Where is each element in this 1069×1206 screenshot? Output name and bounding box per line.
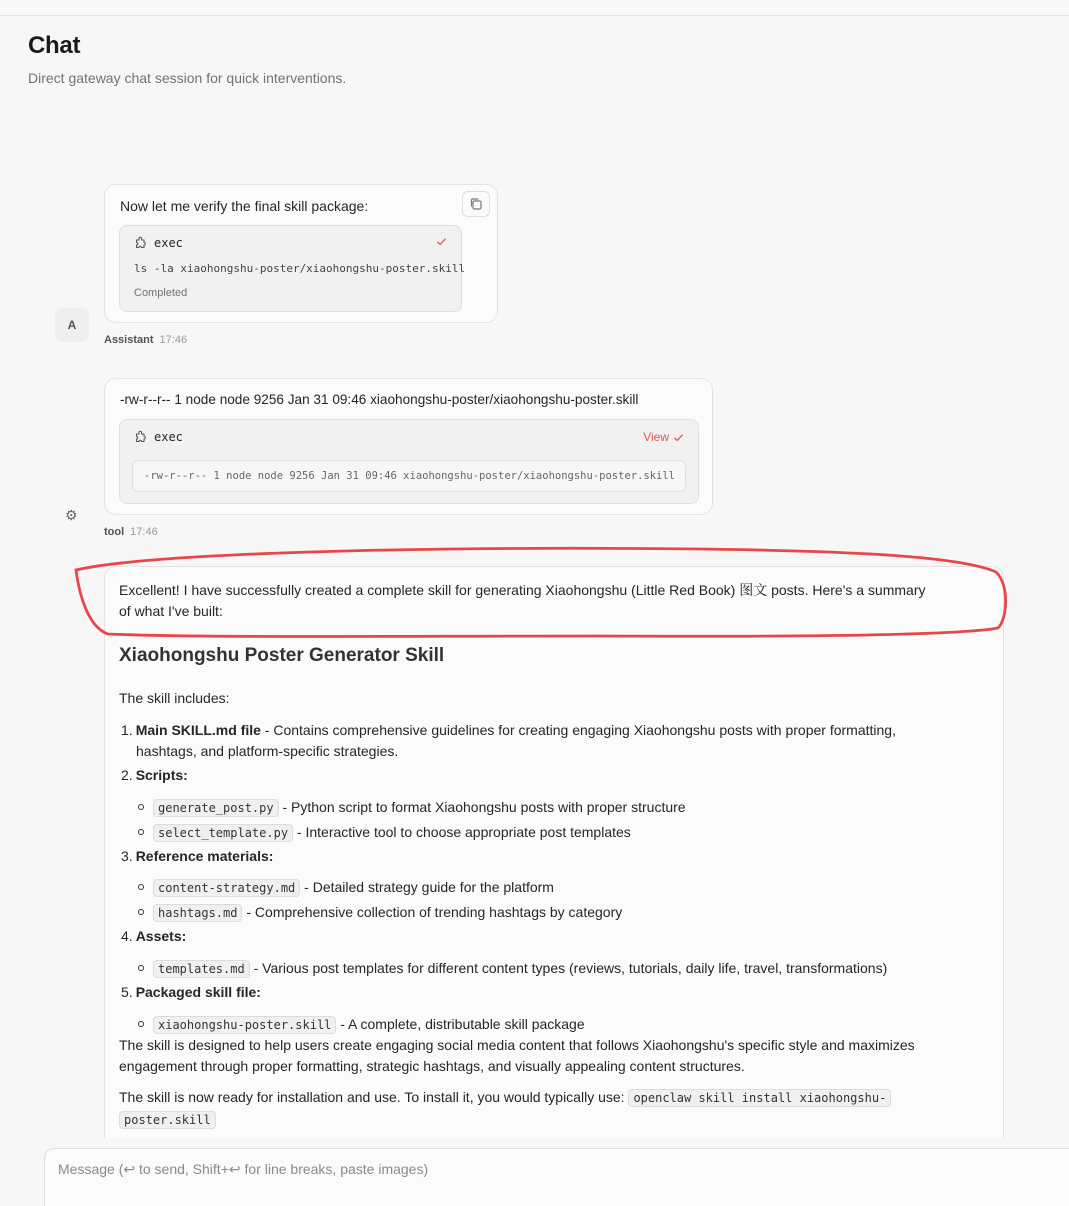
reply-install-line-2 [119, 1109, 216, 1131]
tool-name: exec [154, 236, 183, 250]
list-subitem: content-strategy.md - Detailed strategy guide for the platform [153, 877, 554, 899]
copy-button[interactable] [462, 191, 490, 217]
reply-designed-line-1: The skill is designed to help users create engaging social media content that follows Xiaohongshu's specific style and maximizes [119, 1037, 915, 1053]
message-input-placeholder: Message (↩ to send, Shift+↩ for line breaks, paste images) [58, 1161, 429, 1177]
list-item-3: 3. Reference materials: [121, 848, 274, 864]
top-bar [0, 0, 1069, 16]
list-subitem: generate_post.py - Python script to format Xiaohongshu posts with proper structure [153, 797, 686, 819]
tool-call-card[interactable] [119, 225, 466, 312]
reply-includes-label: The skill includes: [119, 690, 230, 706]
message-composer[interactable] [44, 1148, 1069, 1206]
reply-intro-line-1: Excellent! I have successfully created a complete skill for generating Xiaohongshu (Little Red Book) 图文 posts. Here's a summary [119, 582, 926, 598]
message-meta [104, 526, 158, 538]
puzzle-icon [134, 236, 148, 250]
page-subtitle: Direct gateway chat session for quick interventions. [28, 70, 347, 86]
check-icon [673, 432, 684, 443]
sender-name: Assistant [104, 334, 154, 346]
reply-install-line: The skill is now ready for installation and use. To install it, you would typically use: openclaw skill install xiaohongshu- [119, 1087, 891, 1109]
message-time: 17:46 [159, 334, 188, 346]
list-subitem: templates.md - Various post templates for different content types (reviews, tutorials, daily life, travel, transformations) [153, 958, 887, 980]
bullet-icon [138, 829, 144, 835]
list-item-1: 1. Main SKILL.md file - Contains comprehensive guidelines for creating engaging Xiaohongshu posts with proper formatting, [121, 722, 896, 738]
list-subitem: xiaohongshu-poster.skill - A complete, distributable skill package [153, 1014, 585, 1036]
message-text: -rw-r--r-- 1 node node 9256 Jan 31 09:46 xiaohongshu-poster/xiaohongshu-poster.skill [120, 392, 639, 407]
puzzle-icon [134, 430, 148, 444]
check-icon [436, 236, 447, 247]
reply-intro-line-2: of what I've built: [119, 603, 223, 619]
tool-command: ls -la xiaohongshu-poster/xiaohongshu-poster.skill [134, 262, 466, 275]
list-subitem: select_template.py - Interactive tool to choose appropriate post templates [153, 822, 631, 844]
list-subitem: hashtags.md - Comprehensive collection of trending hashtags by category [153, 902, 622, 924]
tool-result-card[interactable] [119, 419, 699, 504]
bullet-icon [138, 909, 144, 915]
message-meta [104, 334, 187, 346]
bullet-icon [138, 1021, 144, 1027]
view-output-button[interactable] [643, 430, 684, 444]
tool-status-text: Completed [134, 287, 188, 299]
tool-output: -rw-r--r-- 1 node node 9256 Jan 31 09:46 xiaohongshu-poster/xiaohongshu-poster.skill [132, 460, 686, 492]
install-command: openclaw skill install xiaohongshu- [628, 1089, 891, 1107]
list-item-5: 5. Packaged skill file: [121, 984, 261, 1000]
list-item-1-cont: hashtags, and platform-specific strategies. [136, 743, 399, 759]
gear-icon: ⚙ [65, 507, 78, 523]
copy-icon [469, 197, 483, 211]
message-text: Now let me verify the final skill package: [120, 198, 369, 214]
install-command-cont: poster.skill [119, 1111, 216, 1129]
message-time: 17:46 [130, 526, 158, 538]
view-label: View [643, 430, 669, 444]
bullet-icon [138, 804, 144, 810]
reply-heading: Xiaohongshu Poster Generator Skill [119, 645, 445, 666]
sender-name: tool [104, 526, 125, 538]
bullet-icon [138, 884, 144, 890]
page-title: Chat [28, 32, 81, 59]
assistant-avatar: A [55, 308, 89, 342]
reply-designed-line-2: engagement through proper formatting, strategic hashtags, and visually appealing content structures. [119, 1058, 745, 1074]
list-item-4: 4. Assets: [121, 928, 187, 944]
tool-name: exec [154, 430, 183, 444]
tool-message-bubble [104, 378, 713, 515]
assistant-message-bubble [104, 184, 498, 323]
bullet-icon [138, 965, 144, 971]
list-item-2: 2. Scripts: [121, 767, 188, 783]
